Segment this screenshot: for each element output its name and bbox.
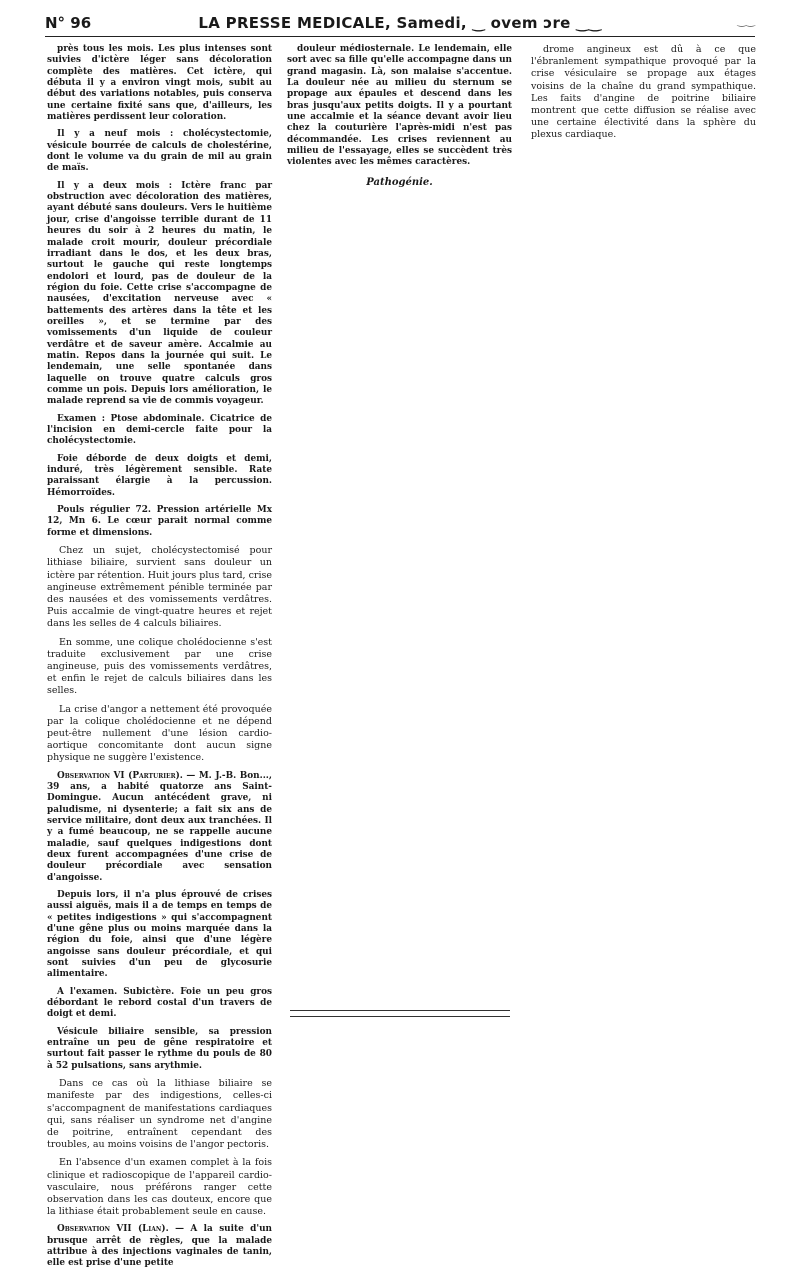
column-middle bbox=[287, 44, 512, 196]
body-paragraph: Chez un sujet, cholécystectomisé pour lithiase biliaire, survient sans douleur un ictère par rétention. Huit jours plus tard, crise angineuse extrêmement pénible terminée par des nausées et des vomissements verdâtres. Puis accalmie de vingt-quatre heures et rejet dans les selles de 4 calculs biliaires. bbox=[47, 545, 272, 630]
body-paragraph: drome angineux est dû à ce que l'ébranlement sympathique provoqué par la crise vésiculaire se propage aux étages voisins de la chaîne du grand sympathique. Les faits d'angine de poitrine biliaire montrent que cette diffusion se réalise avec une certaine électivité dans la sphère du plexus cardiaque. bbox=[531, 44, 756, 141]
observation-label: Observation VI (Parturier). bbox=[57, 770, 183, 781]
observation-label: Observation VII (Lian). bbox=[57, 1224, 169, 1235]
case-detail-paragraph: Il y a deux mois : Ictère franc par obstruction avec décoloration des matières, ayant débuté sans douleurs. Vers le huitième jour, crise d'angoisse terrible durant de 11 heures du soir à 2 heures du matin, le malade croit mourir, douleur précordiale irradiant dans le dos, et les deux bras, surtout le gauche qui reste longtemps endolori et lourd, pas de douleur de la région du foie. Cette crise s'accompagne de nausées, d'excitation nerveuse avec « battements des artères dans la tête et les oreilles », et se termine par des vomissements d'un liquide de couleur verdâtre et de saveur amère. Accalmie au matin. Repos dans la journée qui suit. Le lendemain, une selle spontanée dans laquelle on trouve quatre calculs gros comme un pois. Depuis lors amélioration, le malade reprend sa vie de commis voyageur. bbox=[47, 180, 272, 407]
observation-text: — A la suite d'un brusque arrêt de règles, que la malade attribue à des injections vaginales de tanin, elle est prise d'une petite bbox=[47, 1224, 272, 1269]
observation-paragraph bbox=[47, 1224, 272, 1269]
page-number: N° 96 bbox=[45, 14, 92, 32]
case-detail-paragraph: Pouls régulier 72. Pression artérielle Mx 12, Mn 6. Le cœur parait normal comme forme et dimensions. bbox=[47, 505, 272, 538]
section-heading: Pathogénie. bbox=[366, 176, 433, 188]
body-paragraph: Dans ce cas où la lithiase biliaire se manifeste par des indigestions, celles-ci s'accompagnent de manifestations cardiaques qui, sans réaliser un syndrome net d'angine de poitrine, entraînent cependant des troubles, au moins voisins de l'angor pectoris. bbox=[47, 1078, 272, 1151]
page-header bbox=[45, 14, 755, 37]
case-detail-paragraph: A l'examen. Subictère. Foie un peu gros débordant le rebord costal d'un travers de doigt et demi. bbox=[47, 986, 272, 1020]
bottom-rule bbox=[290, 1010, 510, 1017]
observation-paragraph bbox=[47, 771, 272, 884]
case-detail-paragraph: Vésicule biliaire sensible, sa pression entraîne un peu de gêne respiratoire et surtout fait passer le rythme du pouls de 80 à 52 pulsations, sans arythmie. bbox=[47, 1026, 272, 1071]
body-paragraph: En l'absence d'un examen complet à la fois clinique et radioscopique de l'appareil cardio-vasculaire, nous préférons ranger cette observation dans les cas douteux, encore que la lithiase était probablement seule en cause. bbox=[47, 1157, 272, 1218]
case-detail-paragraph: douleur médiosternale. Le lendemain, elle sort avec sa fille qu'elle accompagne dans un grand magasin. Là, son malaise s'accentue. La douleur née au milieu du sternum se propage aux épaules et descend dans les bras jusqu'aux petits doigts. Il y a pourtant une accalmie et la séance devant avoir lieu chez la couturière l'après-midi n'est pas décommandée. Les crises reviennent au milieu de l'essayage, elles se succèdent très violentes avec les mêmes caractères. bbox=[287, 44, 512, 168]
column-right bbox=[531, 44, 756, 148]
case-detail-paragraph: Il y a neuf mois : cholécystectomie, vésicule bourrée de calculs de cholestérine, dont le volume va du grain de mil au grain de maïs. bbox=[47, 129, 272, 174]
case-detail-paragraph: Examen : Ptose abdominale. Cicatrice de l'incision en demi-cercle faite pour la cholécystectomie. bbox=[47, 413, 272, 447]
case-detail-paragraph: Foie déborde de deux doigts et demi, induré, très légèrement sensible. Rate paraissant élargie à la percussion. Hémorroïdes. bbox=[47, 453, 272, 498]
case-detail-paragraph: près tous les mois. Les plus intenses sont suivies d'ictère léger sans décoloration complète des matières. Cet ictère, qui débuta il y a environ vingt mois, subit au début des variations notables, puis conserva une certaine fixité sans que, d'ailleurs, les matières perdissent leur coloration. bbox=[47, 44, 272, 123]
body-paragraph: La crise d'angor a nettement été provoquée par la colique cholédocienne et ne dépend peut-être nullement d'une lésion cardio-aortique concomitante dont aucun signe physique ne suggère l'existence. bbox=[47, 703, 272, 764]
journal-title: LA PRESSE MEDICALE, Samedi, ‿ ovem ɔre ‿‿ bbox=[198, 14, 602, 32]
case-detail-paragraph: Depuis lors, il n'a plus éprouvé de crises aussi aiguës, mais il a de temps en temps de « petites indigestions » qui s'accompagnent d'une gêne plus ou moins marquée dans la région du foie, ainsi que d'une légère angoisse sans douleur précordiale, et qui sont suivies d'un peu de glycosurie alimentaire. bbox=[47, 889, 272, 980]
header-ref: ‿‿ bbox=[737, 14, 755, 27]
observation-text: — M. J.-B. Bon..., 39 ans, a habité quatorze ans Saint-Domingue. Aucun antécédent grave, ni paludisme, ni dysenterie; a fait six ans de service militaire, dont deux aux tranchées. Il y a fumé beaucoup, ne se rappelle aucune maladie, sauf quelques indigestions dont deux furent accompagnées d'une crise de douleur précordiale avec sensation d'angoisse. bbox=[47, 770, 272, 883]
body-paragraph: En somme, une colique cholédocienne s'est traduite exclusivement par une crise angineuse, puis des vomissements verdâtres, et enfin le rejet de calculs biliaires dans les selles. bbox=[47, 636, 272, 697]
column-left bbox=[47, 44, 272, 1276]
